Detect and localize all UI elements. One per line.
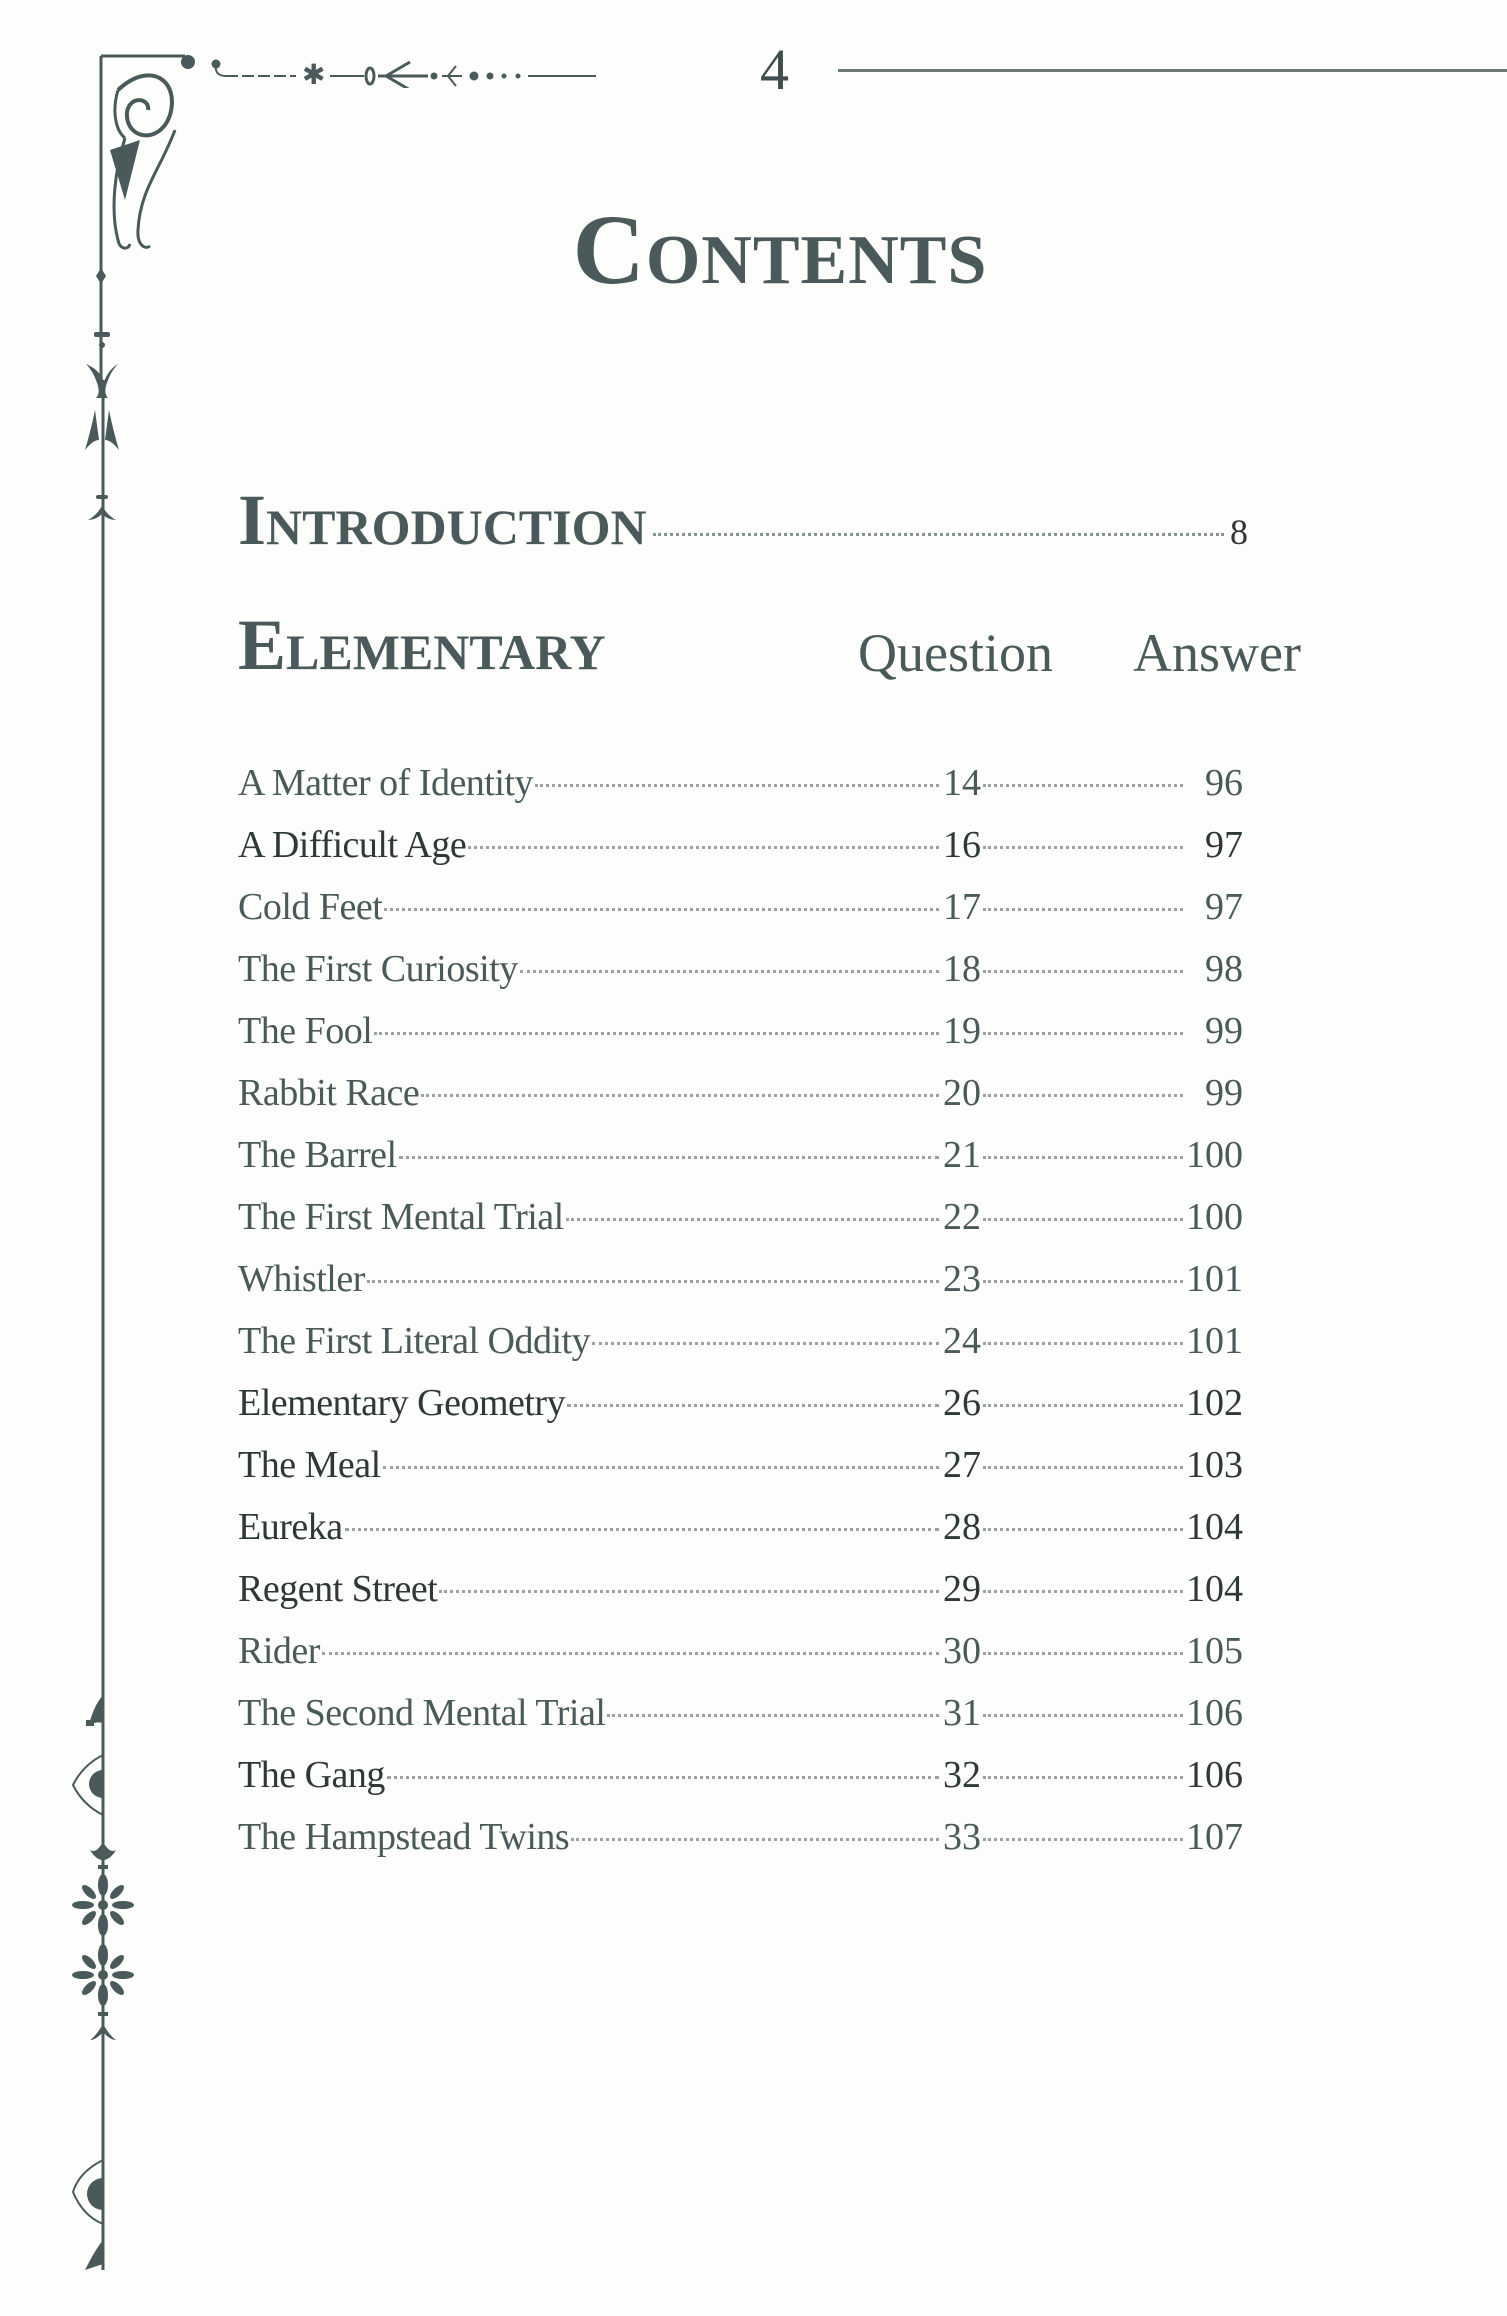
entry-title: The Meal bbox=[238, 1444, 381, 1486]
toc-entry[interactable] bbox=[238, 1682, 1243, 1744]
dot-leader bbox=[983, 784, 1183, 787]
toc-entry[interactable] bbox=[238, 1062, 1243, 1124]
entry-title: The Hampstead Twins bbox=[238, 1816, 570, 1858]
entry-title: Rabbit Race bbox=[238, 1072, 420, 1114]
entry-title: Cold Feet bbox=[238, 886, 383, 928]
toc-entry[interactable] bbox=[238, 1310, 1243, 1372]
entry-title: The Gang bbox=[238, 1754, 385, 1796]
dot-leader bbox=[468, 846, 939, 849]
dot-leader bbox=[607, 1714, 939, 1717]
svg-text:✱: ✱ bbox=[302, 58, 326, 88]
question-page: 23 bbox=[943, 1258, 981, 1300]
toc-entry[interactable] bbox=[238, 1434, 1243, 1496]
entry-title: The Fool bbox=[238, 1010, 373, 1052]
dot-leader bbox=[983, 1218, 1183, 1221]
dot-leader bbox=[322, 1652, 939, 1655]
dot-leader bbox=[439, 1590, 939, 1593]
toc-entry[interactable] bbox=[238, 938, 1243, 1000]
answer-page: 99 bbox=[1205, 1010, 1243, 1052]
dot-leader bbox=[384, 908, 939, 911]
page-title: Contents bbox=[572, 194, 988, 305]
answer-page: 102 bbox=[1186, 1382, 1243, 1424]
dot-leader bbox=[421, 1094, 939, 1097]
answer-page: 104 bbox=[1186, 1506, 1243, 1548]
dot-leader bbox=[383, 1466, 939, 1469]
entry-title: A Difficult Age bbox=[238, 824, 467, 866]
question-page: 33 bbox=[943, 1816, 981, 1858]
toc-entry[interactable] bbox=[238, 1496, 1243, 1558]
dot-leader bbox=[983, 1528, 1183, 1531]
dot-leader bbox=[367, 1280, 939, 1283]
header-rule bbox=[838, 69, 1507, 72]
toc-entry[interactable] bbox=[238, 1186, 1243, 1248]
answer-page: 99 bbox=[1205, 1072, 1243, 1114]
toc-entry[interactable] bbox=[238, 1806, 1243, 1868]
answer-page: 103 bbox=[1186, 1444, 1243, 1486]
dot-leader bbox=[983, 1466, 1183, 1469]
question-page: 32 bbox=[943, 1754, 981, 1796]
toc-entry[interactable] bbox=[238, 1124, 1243, 1186]
answer-page: 105 bbox=[1186, 1630, 1243, 1672]
dot-leader bbox=[567, 1404, 939, 1407]
question-page: 19 bbox=[943, 1010, 981, 1052]
dot-leader bbox=[983, 1838, 1183, 1841]
answer-page: 100 bbox=[1186, 1196, 1243, 1238]
toc-entry[interactable] bbox=[238, 1000, 1243, 1062]
dot-leader bbox=[374, 1032, 939, 1035]
dot-leader bbox=[983, 1590, 1183, 1593]
answer-page: 101 bbox=[1186, 1320, 1243, 1362]
dot-leader bbox=[345, 1528, 939, 1531]
entry-title: The First Curiosity bbox=[238, 948, 518, 990]
entry-title: A Matter of Identity bbox=[238, 762, 533, 804]
question-page: 18 bbox=[943, 948, 981, 990]
question-page: 16 bbox=[943, 824, 981, 866]
question-page: 24 bbox=[943, 1320, 981, 1362]
dot-leader bbox=[535, 784, 939, 787]
dot-leader bbox=[592, 1342, 939, 1345]
answer-page: 106 bbox=[1186, 1754, 1243, 1796]
toc-entry[interactable] bbox=[238, 1620, 1243, 1682]
dot-leader bbox=[983, 1652, 1183, 1655]
dot-leader bbox=[983, 908, 1183, 911]
introduction-page: 8 bbox=[1230, 512, 1248, 552]
entry-title: The Second Mental Trial bbox=[238, 1692, 606, 1734]
left-border-ornament-icon bbox=[0, 0, 200, 2316]
entry-title: The Barrel bbox=[238, 1134, 397, 1176]
dot-leader bbox=[566, 1218, 939, 1221]
question-page: 20 bbox=[943, 1072, 981, 1114]
dot-leader bbox=[983, 1714, 1183, 1717]
entry-title: Elementary Geometry bbox=[238, 1382, 566, 1424]
entry-title: Rider bbox=[238, 1630, 320, 1672]
entry-title: Eureka bbox=[238, 1506, 343, 1548]
question-page: 30 bbox=[943, 1630, 981, 1672]
dot-leader bbox=[653, 533, 1224, 536]
question-page: 27 bbox=[943, 1444, 981, 1486]
toc-entry[interactable] bbox=[238, 814, 1243, 876]
toc-list bbox=[238, 752, 1243, 1868]
answer-page: 101 bbox=[1186, 1258, 1243, 1300]
question-page: 22 bbox=[943, 1196, 981, 1238]
answer-page: 106 bbox=[1186, 1692, 1243, 1734]
question-page: 21 bbox=[943, 1134, 981, 1176]
toc-entry[interactable] bbox=[238, 1744, 1243, 1806]
question-page: 26 bbox=[943, 1382, 981, 1424]
toc-introduction-row[interactable] bbox=[238, 480, 1248, 560]
dot-leader bbox=[387, 1776, 939, 1779]
toc-entry[interactable] bbox=[238, 1248, 1243, 1310]
answer-page: 96 bbox=[1205, 762, 1243, 804]
dot-leader bbox=[983, 1032, 1183, 1035]
question-page: 29 bbox=[943, 1568, 981, 1610]
answer-page: 104 bbox=[1186, 1568, 1243, 1610]
dot-leader bbox=[571, 1838, 939, 1841]
question-page: 28 bbox=[943, 1506, 981, 1548]
dot-leader bbox=[983, 1776, 1183, 1779]
question-page: 17 bbox=[943, 886, 981, 928]
toc-entry[interactable] bbox=[238, 1372, 1243, 1434]
answer-page: 107 bbox=[1186, 1816, 1243, 1858]
dot-leader bbox=[983, 1156, 1183, 1159]
entry-title: The First Mental Trial bbox=[238, 1196, 564, 1238]
dot-leader bbox=[399, 1156, 939, 1159]
page-number: 4 bbox=[760, 37, 789, 102]
entry-title: Whistler bbox=[238, 1258, 365, 1300]
question-page: 31 bbox=[943, 1692, 981, 1734]
column-header-question: Question bbox=[858, 623, 1053, 683]
dot-leader bbox=[983, 1342, 1183, 1345]
answer-page: 98 bbox=[1205, 948, 1243, 990]
introduction-heading: Introduction bbox=[238, 480, 647, 560]
toc-entry[interactable] bbox=[238, 752, 1243, 814]
entry-title: The First Literal Oddity bbox=[238, 1320, 591, 1362]
dot-leader bbox=[983, 970, 1183, 973]
question-page: 14 bbox=[943, 762, 981, 804]
column-header-answer: Answer bbox=[1133, 623, 1301, 683]
dot-leader bbox=[983, 846, 1183, 849]
answer-page: 100 bbox=[1186, 1134, 1243, 1176]
dot-leader bbox=[983, 1404, 1183, 1407]
toc-entry[interactable] bbox=[238, 876, 1243, 938]
answer-page: 97 bbox=[1205, 886, 1243, 928]
elementary-section-header bbox=[238, 605, 1318, 685]
elementary-heading: Elementary bbox=[238, 605, 606, 685]
dot-leader bbox=[520, 970, 939, 973]
toc-entry[interactable] bbox=[238, 1558, 1243, 1620]
dot-leader bbox=[983, 1280, 1183, 1283]
dot-leader bbox=[983, 1094, 1183, 1097]
answer-page: 97 bbox=[1205, 824, 1243, 866]
entry-title: Regent Street bbox=[238, 1568, 438, 1610]
header-flourish-icon bbox=[96, 48, 736, 88]
